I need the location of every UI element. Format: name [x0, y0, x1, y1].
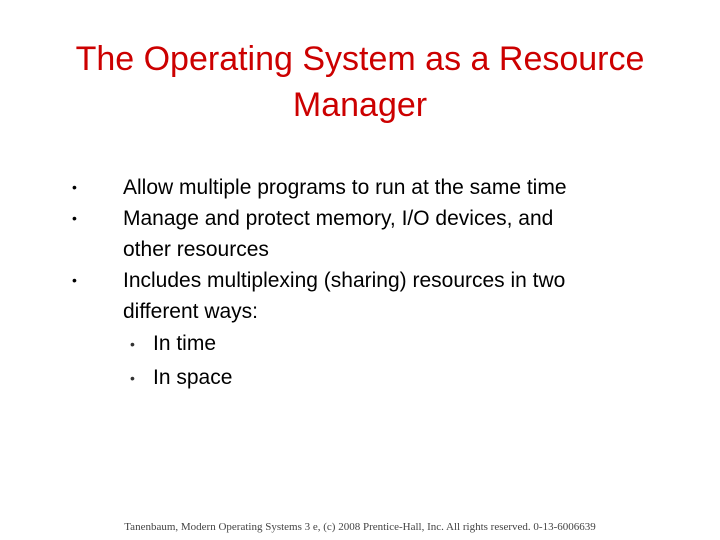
- bullet-text-line: different ways:: [123, 300, 259, 323]
- slide-title-line-1: The Operating System as a Resource: [75, 40, 645, 78]
- sub-bullet-item: [0, 361, 720, 395]
- bullet-item: [0, 265, 720, 327]
- bullet-text-line: other resources: [123, 238, 269, 261]
- sub-bullet-text: In time: [153, 332, 217, 355]
- slide-title-line-2: Manager: [292, 86, 428, 124]
- sub-bullet-text: In space: [153, 366, 233, 389]
- sub-bullet-item: [0, 327, 720, 361]
- bullet-item: [0, 172, 720, 203]
- bullet-marker: •: [72, 210, 77, 226]
- bullet-text: [123, 265, 643, 327]
- bullet-text-line: Manage and protect memory, I/O devices, and: [123, 207, 554, 230]
- bullet-marker: •: [72, 272, 77, 288]
- sub-bullet-marker: •: [130, 370, 135, 386]
- slide-footer: Tanenbaum, Modern Operating Systems 3 e, (c) 2008 Prentice-Hall, Inc. All rights reserved. 0-13-6006639: [124, 521, 596, 533]
- bullet-text-line: Allow multiple programs to run at the same time: [123, 176, 567, 199]
- bullet-text: [123, 203, 643, 265]
- bullet-text: [123, 172, 643, 203]
- bullet-list: [0, 172, 720, 395]
- bullet-item: [0, 203, 720, 265]
- bullet-marker: •: [72, 179, 77, 195]
- slide-title: [40, 36, 680, 128]
- bullet-text-line: Includes multiplexing (sharing) resources in two: [123, 269, 566, 292]
- sub-bullet-marker: •: [130, 336, 135, 352]
